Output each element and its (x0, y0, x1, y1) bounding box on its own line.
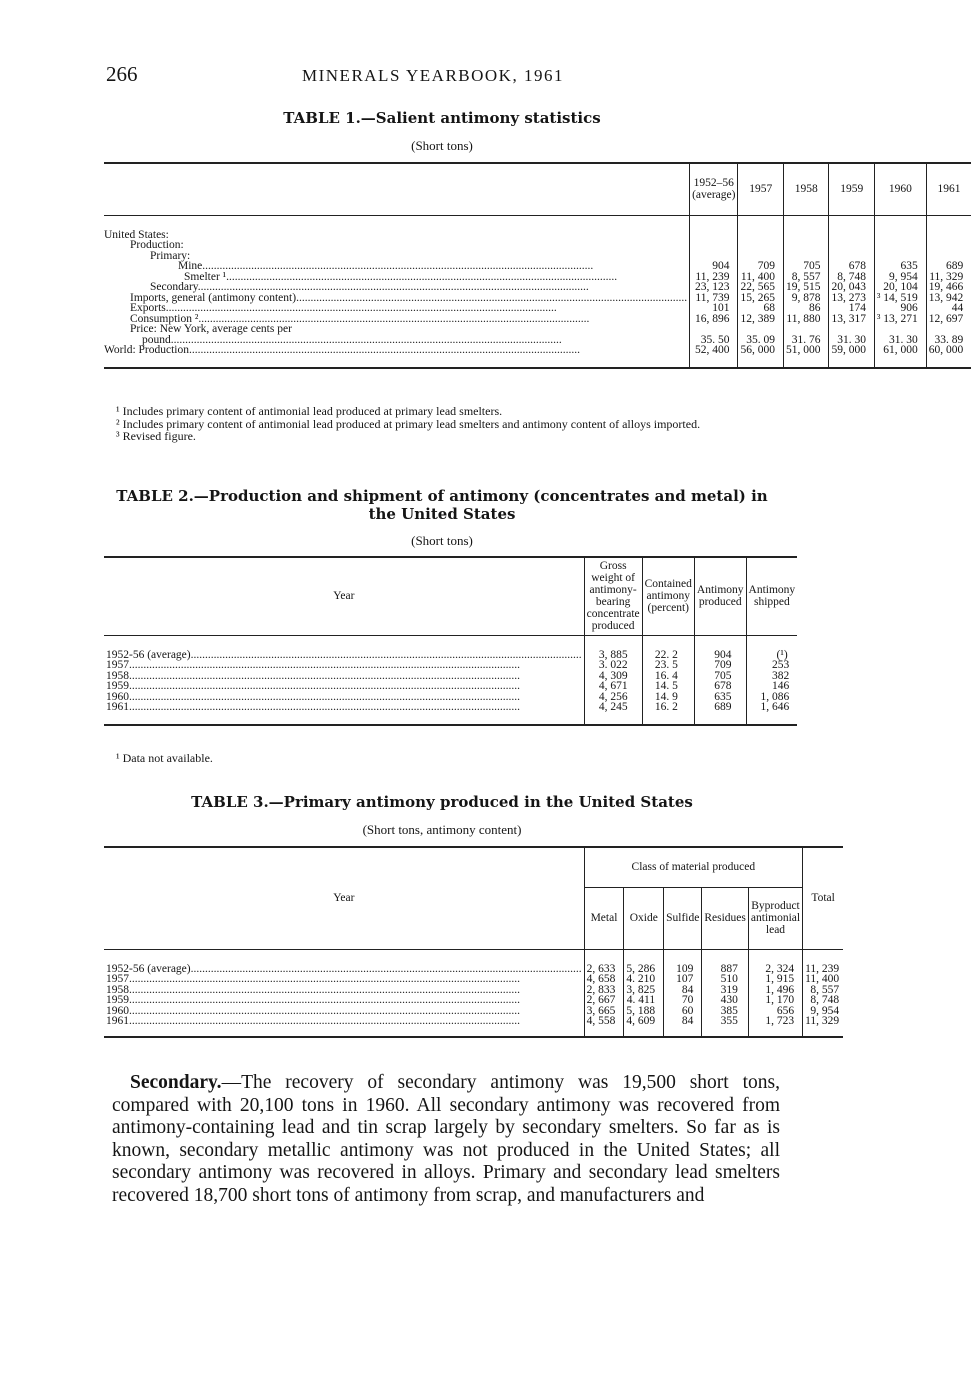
table1-cell (783, 215, 829, 240)
table1-cell: 11, 880 (783, 314, 829, 325)
table1-cell: 31. 30 (874, 335, 926, 346)
table1-row (104, 345, 971, 356)
table2-cell: 3, 885 (584, 635, 642, 660)
table3-subtitle: (Short tons, antimony content) (362, 822, 522, 837)
table3-cell: 4, 658 (584, 974, 624, 985)
table1-cell (829, 240, 875, 251)
table2-cell: 22. 2 (642, 635, 694, 660)
table2-cell: 1, 646 (746, 702, 797, 713)
table3-cell: 887 (702, 949, 749, 974)
table3-cell: 4. 210 (624, 974, 664, 985)
table1-cell: 8, 557 (783, 272, 829, 283)
table1 (104, 162, 971, 369)
row-label-text: 1961 ..... (106, 701, 520, 713)
table1-cell: 15, 265 (738, 293, 784, 304)
row-label-text: 1952-56 (average) ..... (106, 649, 582, 661)
table3-cell: 5, 286 (624, 949, 664, 974)
table3-cell: 430 (702, 995, 749, 1006)
table2-cell: 705 (694, 671, 746, 682)
table3-cell: 11, 239 (803, 949, 844, 974)
table1-cell: 8, 748 (829, 272, 875, 283)
table2-subtitle: (Short tons) (411, 533, 473, 548)
table3 (104, 846, 843, 1038)
table3-col-header: Residues (702, 887, 749, 949)
table1-cell: 52, 400 (690, 345, 738, 356)
table3-cell: 70 (664, 995, 702, 1006)
table1-cell (738, 324, 784, 335)
table1-cell (874, 324, 926, 335)
table2-col-header: Year (104, 557, 584, 635)
table3-cell: 3, 825 (624, 985, 664, 996)
table3-cell: 2, 833 (584, 985, 624, 996)
table3-col-header: Sulfide (664, 887, 702, 949)
row-label-text: 1959 ..... (106, 994, 520, 1006)
table1-col-header: 1959 (829, 163, 875, 215)
page-header (106, 62, 778, 90)
row-label-text: World: Production ..... (104, 344, 580, 356)
row-label-text: Exports ..... (130, 302, 557, 314)
table3-cell: 1, 723 (748, 1016, 802, 1027)
table3-cell: 656 (748, 1006, 802, 1017)
table3-cell: 8, 748 (803, 995, 844, 1006)
table1-col-header: 1952–56 (average) (690, 163, 738, 215)
table1-cell (690, 240, 738, 251)
table1-cell: 11, 400 (738, 272, 784, 283)
secondary-paragraph (112, 1072, 780, 1207)
row-label (104, 345, 690, 356)
row-label-text: 1959 ..... (106, 680, 520, 692)
table2-row (104, 702, 797, 713)
table1-cell: 101 (690, 303, 738, 314)
table2-cell: 4, 256 (584, 692, 642, 703)
table2-cell: 904 (694, 635, 746, 660)
table1-cell: 906 (874, 303, 926, 314)
table2-cell: 3. 022 (584, 660, 642, 671)
table1-cell: 11, 329 (926, 272, 971, 283)
table1-cell: 13, 317 (829, 314, 875, 325)
table1-cell (690, 324, 738, 335)
table1-cell: 9, 954 (874, 272, 926, 283)
row-label-text: Imports, general (antimony content) ..... (130, 292, 687, 304)
table1-cell: 904 (690, 261, 738, 272)
table3-cell: 2, 633 (584, 949, 624, 974)
table2-cell: (¹) (746, 635, 797, 660)
table3-cell: 107 (664, 974, 702, 985)
table3-cell: 4. 411 (624, 995, 664, 1006)
table1-footnotes (104, 405, 778, 443)
table1-cell (926, 324, 971, 335)
row-label-text: 1957 ..... (106, 659, 520, 671)
table3-year-header: Year (104, 847, 584, 949)
row-label-text: Secondary ..... (150, 281, 589, 293)
table1-cell: 174 (829, 303, 875, 314)
table2-cell: 14. 5 (642, 681, 694, 692)
table1-cell: 60, 000 (926, 345, 971, 356)
row-label-text: United States: (104, 228, 169, 241)
table1-cell (738, 215, 784, 240)
table1-cell: 16, 896 (690, 314, 738, 325)
table2-cell: 4, 245 (584, 702, 642, 713)
table3-cell: 4, 609 (624, 1016, 664, 1027)
table2-cell: 4, 309 (584, 671, 642, 682)
page-number: 266 (106, 62, 138, 86)
table2-cell: 689 (694, 702, 746, 713)
table3-cell: 60 (664, 1006, 702, 1017)
table1-cell: 23, 123 (690, 282, 738, 293)
table1-cell (926, 215, 971, 240)
table3-cell: 9, 954 (803, 1006, 844, 1017)
table2-row (104, 635, 797, 660)
table2-cell: 1, 086 (746, 692, 797, 703)
table1-cell (690, 215, 738, 240)
table1-cell: 68 (738, 303, 784, 314)
table1-cell (829, 215, 875, 240)
table3-cell: 1, 170 (748, 995, 802, 1006)
table1-cell: 35. 50 (690, 335, 738, 346)
table1-col-header: 1960 (874, 163, 926, 215)
table1-cell: 11, 739 (690, 293, 738, 304)
table1-cell: 13, 273 (829, 293, 875, 304)
table1-cell: 86 (783, 303, 829, 314)
paragraph-lead: Secondary. (130, 1072, 222, 1093)
table1-cell: 19, 515 (783, 282, 829, 293)
table3-col-header: Oxide (624, 887, 664, 949)
row-label-text: 1952-56 (average) ..... (106, 963, 582, 975)
table3-cell: 355 (702, 1016, 749, 1027)
table2-cell: 635 (694, 692, 746, 703)
table3-cell: 3, 665 (584, 1006, 624, 1017)
row-label-text: 1957 ..... (106, 973, 520, 985)
table2-cell: 678 (694, 681, 746, 692)
table3-cell: 84 (664, 1016, 702, 1027)
table1-row (104, 215, 971, 240)
footnote: ³ Revised figure. (116, 429, 196, 443)
table3-cell: 1, 915 (748, 974, 802, 985)
table1-cell (738, 240, 784, 251)
table1-cell (783, 240, 829, 251)
row-label-text: Consumption ² ..... (130, 313, 589, 325)
table1-cell: 22, 565 (738, 282, 784, 293)
table2-title: TABLE 2.—Production and shipment of antimony (concentrates and metal) in the United States (116, 487, 768, 523)
table2-cell: 4, 671 (584, 681, 642, 692)
row-label-text: pound ..... (142, 334, 562, 346)
table2-cell: 16. 4 (642, 671, 694, 682)
row-label (104, 240, 690, 251)
table1-cell (783, 324, 829, 335)
table1-stub-header (104, 163, 690, 215)
table2-col-header: Contained antimony (percent) (642, 557, 694, 635)
table1-cell (926, 240, 971, 251)
table2-cell: 709 (694, 660, 746, 671)
table2-col-header: Gross weight of antimony-bearing concentrate produced (584, 557, 642, 635)
table2-cell: 14. 9 (642, 692, 694, 703)
table1-cell: 709 (738, 261, 784, 272)
table1-cell (874, 240, 926, 251)
table1-cell: 705 (783, 261, 829, 272)
table3-cell: 385 (702, 1006, 749, 1017)
table3-row (104, 1016, 843, 1027)
table1-cell: 9, 878 (783, 293, 829, 304)
table1-cell: 31. 30 (829, 335, 875, 346)
table1-cell: ³ 14, 519 (874, 293, 926, 304)
table1-cell: 31. 76 (783, 335, 829, 346)
table1-col-header: 1961 (926, 163, 971, 215)
table1-title: TABLE 1.—Salient antimony statistics (283, 109, 601, 127)
row-label-text: 1960 ..... (106, 691, 520, 703)
table1-cell (874, 215, 926, 240)
table2-cell: 23. 5 (642, 660, 694, 671)
table1-cell: 689 (926, 261, 971, 272)
row-label-text: Price: New York, average cents per (130, 323, 292, 335)
row-label (104, 949, 584, 974)
table2-cell: 382 (746, 671, 797, 682)
table3-col-header: Metal (584, 887, 624, 949)
table3-cell: 11, 400 (803, 974, 844, 985)
running-title: MINERALS YEARBOOK, 1961 (302, 66, 564, 85)
table1-cell: 59, 000 (829, 345, 875, 356)
row-label-text: Production: (130, 239, 184, 251)
table3-cell: 84 (664, 985, 702, 996)
table2-cell: 146 (746, 681, 797, 692)
table3-cell: 1, 496 (748, 985, 802, 996)
table1-cell: 678 (829, 261, 875, 272)
table3-title: TABLE 3.—Primary antimony produced in the United States (191, 793, 693, 811)
table3-cell: 5, 188 (624, 1006, 664, 1017)
table1-subtitle: (Short tons) (411, 138, 473, 153)
table2-footnote: ¹ Data not available. (116, 751, 213, 765)
row-label (104, 215, 690, 240)
row-label-text: 1960 ..... (106, 1005, 520, 1017)
table3-row (104, 949, 843, 974)
table1-cell: 13, 942 (926, 293, 971, 304)
table2-cell: 253 (746, 660, 797, 671)
table1-cell: 20, 043 (829, 282, 875, 293)
table1-col-header: 1957 (738, 163, 784, 215)
table1-row (104, 240, 971, 251)
table1-cell: 12, 697 (926, 314, 971, 325)
table1-col-header: 1958 (783, 163, 829, 215)
table3-group-header: Class of material produced (584, 847, 802, 887)
table2-col-header: Antimony shipped (746, 557, 797, 635)
table2-col-header: Antimony produced (694, 557, 746, 635)
footnote: ² Includes primary content of antimonial lead produced at primary lead smelters and antimony content of alloys imported. (116, 416, 701, 431)
table1-cell (829, 324, 875, 335)
table3-cell: 8, 557 (803, 985, 844, 996)
row-label-text: 1961 ..... (106, 1015, 520, 1027)
table1-cell: 20, 104 (874, 282, 926, 293)
table3-total-header: Total (803, 847, 844, 949)
table3-cell: 319 (702, 985, 749, 996)
row-label-text: 1958 ..... (106, 670, 520, 682)
table3-cell: 4, 558 (584, 1016, 624, 1027)
table1-cell: 19, 466 (926, 282, 971, 293)
table1-cell: 12, 389 (738, 314, 784, 325)
table1-cell: 33. 89 (926, 335, 971, 346)
table1-cell: ³ 13, 271 (874, 314, 926, 325)
row-label (104, 635, 584, 660)
table2-cell: 16. 2 (642, 702, 694, 713)
table1-cell: 61, 000 (874, 345, 926, 356)
table1-cell: 35. 09 (738, 335, 784, 346)
row-label-text: 1958 ..... (106, 984, 520, 996)
table3-cell: 2, 667 (584, 995, 624, 1006)
row-label (104, 1016, 584, 1027)
table3-cell: 510 (702, 974, 749, 985)
table2 (104, 556, 797, 726)
row-label-text: Mine ..... (178, 260, 593, 272)
table3-cell: 2, 324 (748, 949, 802, 974)
row-label-text: Primary: (150, 249, 191, 262)
table1-cell: 44 (926, 303, 971, 314)
footnote: ¹ Includes primary content of antimonial lead produced at primary lead smelters. (116, 404, 503, 418)
table3-col-header: Byproduct antimonial lead (748, 887, 802, 949)
table1-cell: 56, 000 (738, 345, 784, 356)
table3-cell: 11, 329 (803, 1016, 844, 1027)
table1-cell: 51, 000 (783, 345, 829, 356)
row-label-text: Smelter ¹ ..... (184, 271, 617, 283)
table1-cell: 635 (874, 261, 926, 272)
row-label (104, 702, 584, 713)
paragraph-text: —The recovery of secondary antimony was 19,500 short tons, compared with 20,100 tons in 1960. All secondary antimony was recovered from antimony-containing lead and tin scrap largely by secondary smelters. So far as is known, secondary metallic antimony was not produced in the United States; all secondary antimony was recovered in alloys. Primary and secondary lead smelters recovered 18,700 short tons of antimony from scrap, and manufacturers and (112, 1072, 780, 1206)
table3-cell: 109 (664, 949, 702, 974)
table1-cell: 11, 239 (690, 272, 738, 283)
